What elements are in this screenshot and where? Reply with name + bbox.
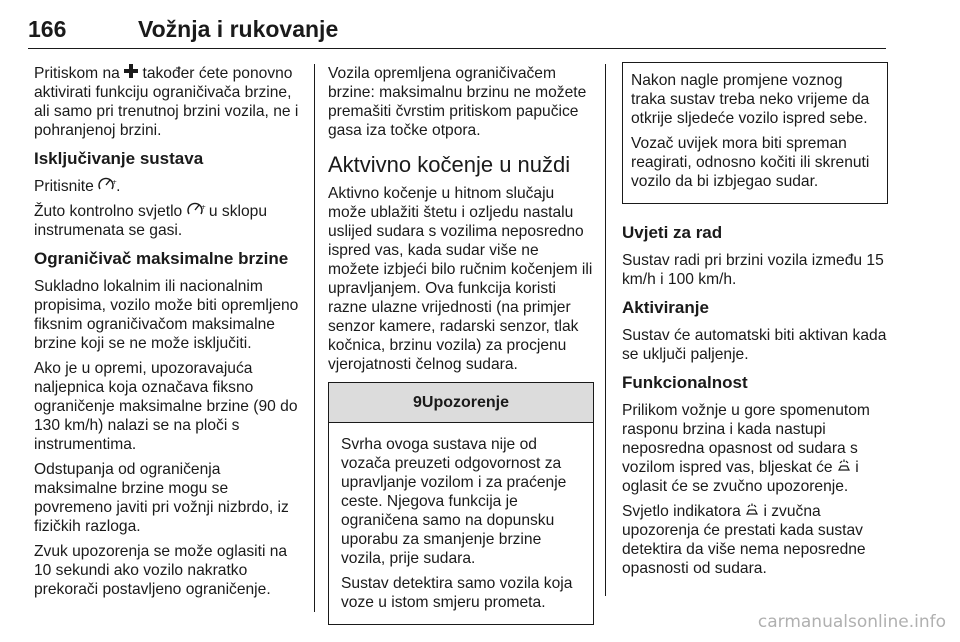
- note-paragraph: Vozač uvijek mora biti spreman reagirati, odnosno kočiti ili skrenuti vozilo da bi izbjegao sudar.: [631, 135, 870, 190]
- column-1: [34, 64, 304, 605]
- collision-warning-icon: [745, 502, 759, 521]
- heading-conditions: Uvjeti za rad: [622, 223, 723, 242]
- warning-box: [328, 382, 594, 625]
- svg-text:+: +: [200, 204, 206, 211]
- warning-title: Upozorenje: [421, 394, 510, 411]
- heading-switch-off: Isključivanje sustava: [34, 149, 204, 168]
- warning-paragraph: Sustav detektira samo vozila koja voze u istom smjeru prometa.: [341, 575, 573, 611]
- paragraph: Vozila opremljena ograničivačem brzine: maksimalnu brzinu ne možete premašiti čvrstim pritiskom papučice gasa iza točke otpora.: [328, 65, 587, 139]
- collision-warning-icon: [837, 458, 851, 477]
- column-divider-1: [314, 64, 315, 612]
- warning-header: [329, 383, 593, 423]
- paragraph: Ako je u opremi, upozoravajuća naljepnica koja označava fiksno ograničenje maksimalne brzine (90 do 130 km/h) nalazi se na ploči s instrumentima.: [34, 360, 298, 453]
- chapter-title: Vožnja i rukovanje: [138, 16, 339, 42]
- paragraph: Aktivno kočenje u hitnom slučaju može ublažiti štetu i ozljedu nastalu uslijed sudara s vozilima neposredno ispred vas, kada sudar više ne možete izbjeći bilo ručnim kočenjem ili upravljanjem. Ova funkcija koristi razne ulazne vrijednosti (na primjer senzor kamere, radarski senzor, tlak kočnica, brzinu vozila) za procjenu vjerojatnosti čelnog sudara.: [328, 185, 593, 373]
- paragraph: Sustav radi pri brzini vozila između 15 km/h i 100 km/h.: [622, 252, 884, 288]
- page-number: 166: [28, 16, 67, 42]
- paragraph: Sustav će automatski biti aktivan kada se uključi paljenje.: [622, 327, 887, 363]
- warning-body: [329, 423, 593, 624]
- warning-paragraph: Svrha ovoga sustava nije od vozača preuzeti odgovornost za upravljanje vozilom i za praćenje ceste. Njegova funkcija je ograničena samo na dopunsku uporabu za smanjenje brzine vozila, prije sudara.: [341, 436, 567, 567]
- column-divider-2: [605, 64, 606, 596]
- paragraph: Zvuk upozorenja se može oglasiti na 10 sekundi ako vozilo nakratko prekorači postavljeno ograničenje.: [34, 543, 288, 598]
- yellow-light-paragraph: Žuto kontrolno svjetlo + u sklopu instrumenata se gasi.: [34, 203, 267, 239]
- note-paragraph: Nakon nagle promjene voznog traka sustav treba neko vrijeme da otkrije sljedeće vozilo ispred sebe.: [631, 72, 870, 127]
- indicator-paragraph: Svjetlo indikatora i zvučna upozorenja će prestati kada sustav detektira da više nema neposredne opasnosti od sudara.: [622, 503, 866, 577]
- speed-limiter-icon: [187, 202, 205, 221]
- heading-emergency-braking: Aktvivno kočenje u nuždi: [328, 152, 571, 177]
- note-box: [622, 62, 888, 204]
- intro-paragraph: Pritiskom na također ćete ponovno aktivirati funkciju ograničivača brzine, ali samo pri trenutnoj brzini vozila, ne i pohranjenoj brzini.: [34, 65, 299, 139]
- svg-text:+: +: [112, 179, 118, 186]
- column-2: [328, 64, 594, 625]
- plus-icon: [124, 64, 138, 83]
- watermark: carmanualsonline.info: [757, 612, 946, 632]
- paragraph: Odstupanja od ograničenja maksimalne brzine mogu se povremeno javiti pri vožnji nizbrdo, iz fizičkih razloga.: [34, 461, 289, 535]
- page-header: [28, 8, 886, 49]
- heading-functionality: Funkcionalnost: [622, 373, 748, 392]
- press-paragraph: Pritisnite + .: [34, 178, 121, 195]
- heading-activation: Aktiviranje: [622, 298, 709, 317]
- speed-limiter-icon: [98, 177, 116, 196]
- warning-icon: 9: [412, 394, 422, 411]
- heading-speed-limiter: Ograničivač maksimalne brzine: [34, 249, 289, 268]
- column-3: [622, 64, 888, 584]
- functionality-paragraph: Prilikom vožnje u gore spomenutom rasponu brzina i kada nastupi neposredna opasnost od sudara s vozilom ispred vas, bljeskat će i oglasit će se zvučno upozorenje.: [622, 402, 870, 495]
- paragraph: Sukladno lokalnim ili nacionalnim propisima, vozilo može biti opremljeno fiksnim ograničivačom maksimalne brzine koji se ne može isključiti.: [34, 278, 299, 352]
